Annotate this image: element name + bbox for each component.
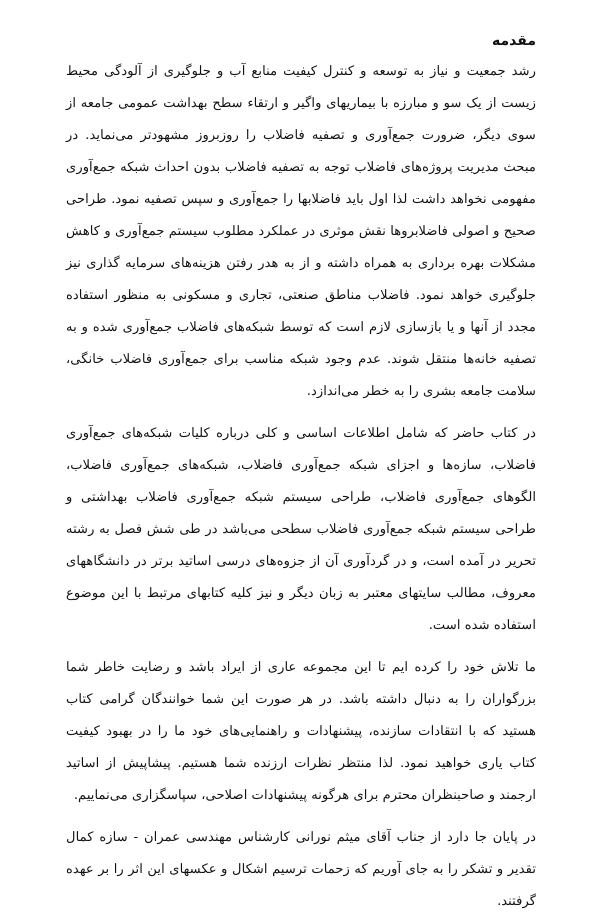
document-page (66, 30, 536, 918)
section-heading: مقدمه (492, 33, 536, 49)
paragraph-feedback: ما تلاش خود را کرده ایم تا این مجموعه عاری از ایراد باشد و رضایت خاطر شما بزرگواران را به دنبال داشته باشد. در هر صورت این شما خوانندگان گرامی کتاب هستید که با انتقادات سازنده، پیشنهادات و راهنمایی‌های خود ما را در بهبود کیفیت کتاب یاری خواهید نمود. لذا منتظر نظرات ارزنده شما هستیم. پیشاپیش از اساتید ارجمند و صاحبنظران محترم برای هرگونه پیشنهادات اصلاحی، سپاسگزاری می‌نماییم. (66, 660, 536, 803)
paragraph-acknowledgement: در پایان جا دارد از جناب آقای میثم نورانی کارشناس مهندسی عمران - سازه کمال تقدیر و تشکر را به جای آوریم که زحمات ترسیم اشکال و عکسهای این اثر را بر عهده گرفتند. (66, 830, 536, 909)
paragraph-book-contents: در کتاب حاضر که شامل اطلاعات اساسی و کلی درباره کلیات شبکه‌های جمع‌آوری فاضلاب، سازه‌ها و اجزای شبکه جمع‌آوری فاضلاب، شبکه‌های جمع‌آوری فاضلاب، الگوهای جمع‌آوری فاضلاب، طراحی سیستم شبکه جمع‌آوری فاضلاب بهداشتی و طراحی سیستم شبکه جمع‌آوری فاضلاب سطحی می‌باشد در طی شش فصل به رشته تحریر در آمده است، و در گردآوری آن از جزوه‌های درسی اساتید برتر در دانشگاههای معروف، مطالب سایتهای معتبر به زبان دیگر و نیز کلیه کتابهای مرتبط با این موضوع استفاده شده است. (66, 426, 536, 633)
paragraph-intro: رشد جمعیت و نیاز به توسعه و کنترل کیفیت منابع آب و جلوگیری از آلودگی محیط زیست از یک سو و مبارزه با بیماریهای واگیر و ارتقاء سطح بهداشت عمومی جامعه از سوی دیگر، ضرورت جمع‌آوری و تصفیه فاضلاب را روزبروز مشهودتر می‌نماید. در مبحث مدیریت پروژه‌های فاضلاب توجه به تصفیه فاضلاب بدون احداث شبکه جمع‌آوری مفهومی نخواهد داشت لذا اول باید فاضلابها را جمع‌آوری و سپس تصفیه نمود. طراحی صحیح و اصولی فاضلابروها نقش موثری در عملکرد مطلوب سیستم جمع‌آوری و کاهش مشکلات بهره برداری به همراه داشته و از به هدر رفتن هزینه‌های سرمایه گذاری نیز جلوگیری خواهد نمود. فاضلاب مناطق صنعتی، تجاری و مسکونی به منظور استفاده مجدد از آنها و یا بازسازی لازم است که توسط شبکه‌های فاضلاب جمع‌آوری شده و به تصفیه خانه‌ها منتقل شوند. عدم وجود شبکه مناسب برای جمع‌آوری فاضلاب خانگی، سلامت جامعه بشری را به خطر می‌اندازد. (66, 64, 536, 399)
